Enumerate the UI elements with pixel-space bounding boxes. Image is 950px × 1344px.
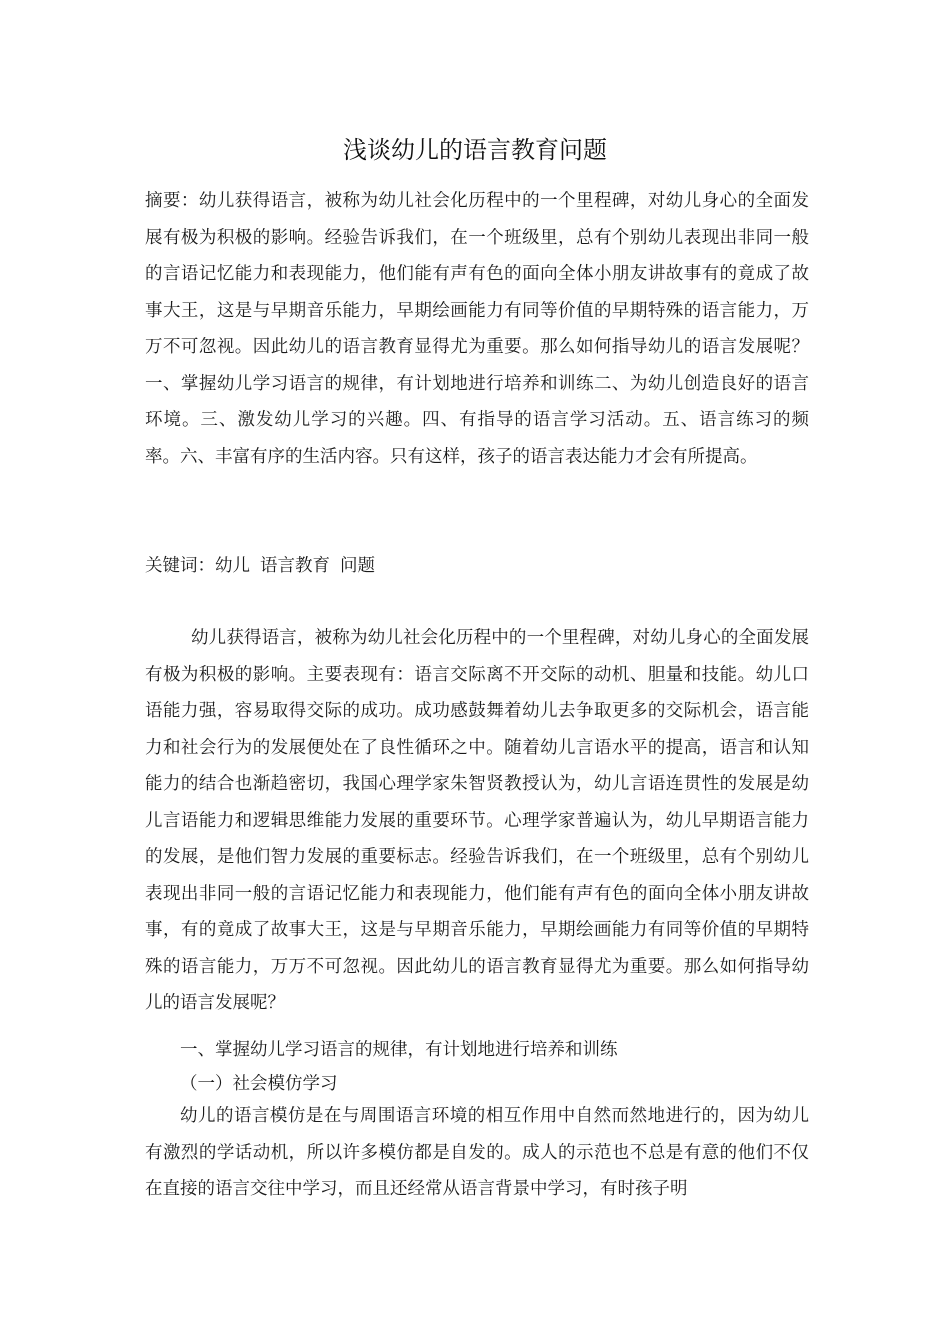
keywords-label: 关键词：: [145, 556, 215, 576]
keywords-line: [145, 548, 809, 585]
subsection-heading: （一）社会模仿学习: [180, 1074, 338, 1094]
body-paragraph: 幼儿的语言模仿是在与周围语言环境的相互作用中自然而然地进行的，因为幼儿有激烈的学话动机，所以许多模仿都是自发的。成人的示范也不总是有意的他们不仅在直接的语言交往中学习，而且还经常从语言背景中学习，有时孩子明: [145, 1106, 809, 1199]
keyword-item: 幼儿: [215, 556, 250, 576]
keyword-item: 语言教育: [260, 556, 330, 576]
document-title: 浅谈幼儿的语言教育问题: [343, 136, 607, 164]
body-paragraph: 幼儿获得语言，被称为幼儿社会化历程中的一个里程碑，对幼儿身心的全面发展有极为积极的影响。主要表现有：语言交际离不开交际的动机、胆量和技能。幼儿口语能力强，容易取得交际的成功。成功感鼓舞着幼儿去争取更多的交际机会，语言能力和社会行为的发展便处在了良性循环之中。随着幼儿言语水平的提高，语言和认知能力的结合也渐趋密切，我国心理学家朱智贤教授认为，幼儿言语连贯性的发展是幼儿言语能力和逻辑思维能力发展的重要环节。心理学家普遍认为，幼儿早期语言能力的发展，是他们智力发展的重要标志。经验告诉我们，在一个班级里，总有个别幼儿表现出非同一般的言语记忆能力和表现能力，他们能有声有色的面向全体小朋友讲故事，有的竟成了故事大王，这是与早期音乐能力，早期绘画能力有同等价值的早期特殊的语言能力，万万不可忽视。因此幼儿的语言教育显得尤为重要。那么如何指导幼儿的语言发展呢？: [145, 628, 809, 1013]
abstract-paragraph: 摘要：幼儿获得语言，被称为幼儿社会化历程中的一个里程碑，对幼儿身心的全面发展有极为积极的影响。经验告诉我们，在一个班级里，总有个别幼儿表现出非同一般的言语记忆能力和表现能力，他们能有声有色的面向全体小朋友讲故事有的竟成了故事大王，这是与早期音乐能力，早期绘画能力有同等价值的早期特殊的语言能力，万万不可忽视。因此幼儿的语言教育显得尤为重要。那么如何指导幼儿的语言发展呢？一、掌握幼儿学习语言的规律，有计划地进行培养和训练二、为幼儿创造良好的语言环境。三、激发幼儿学习的兴趣。四、有指导的语言学习活动。五、语言练习的频率。六、丰富有序的生活内容。只有这样，孩子的语言表达能力才会有所提高。: [145, 191, 809, 467]
section-heading: 一、掌握幼儿学习语言的规律，有计划地进行培养和训练: [180, 1040, 618, 1060]
keyword-item: 问题: [340, 556, 375, 576]
